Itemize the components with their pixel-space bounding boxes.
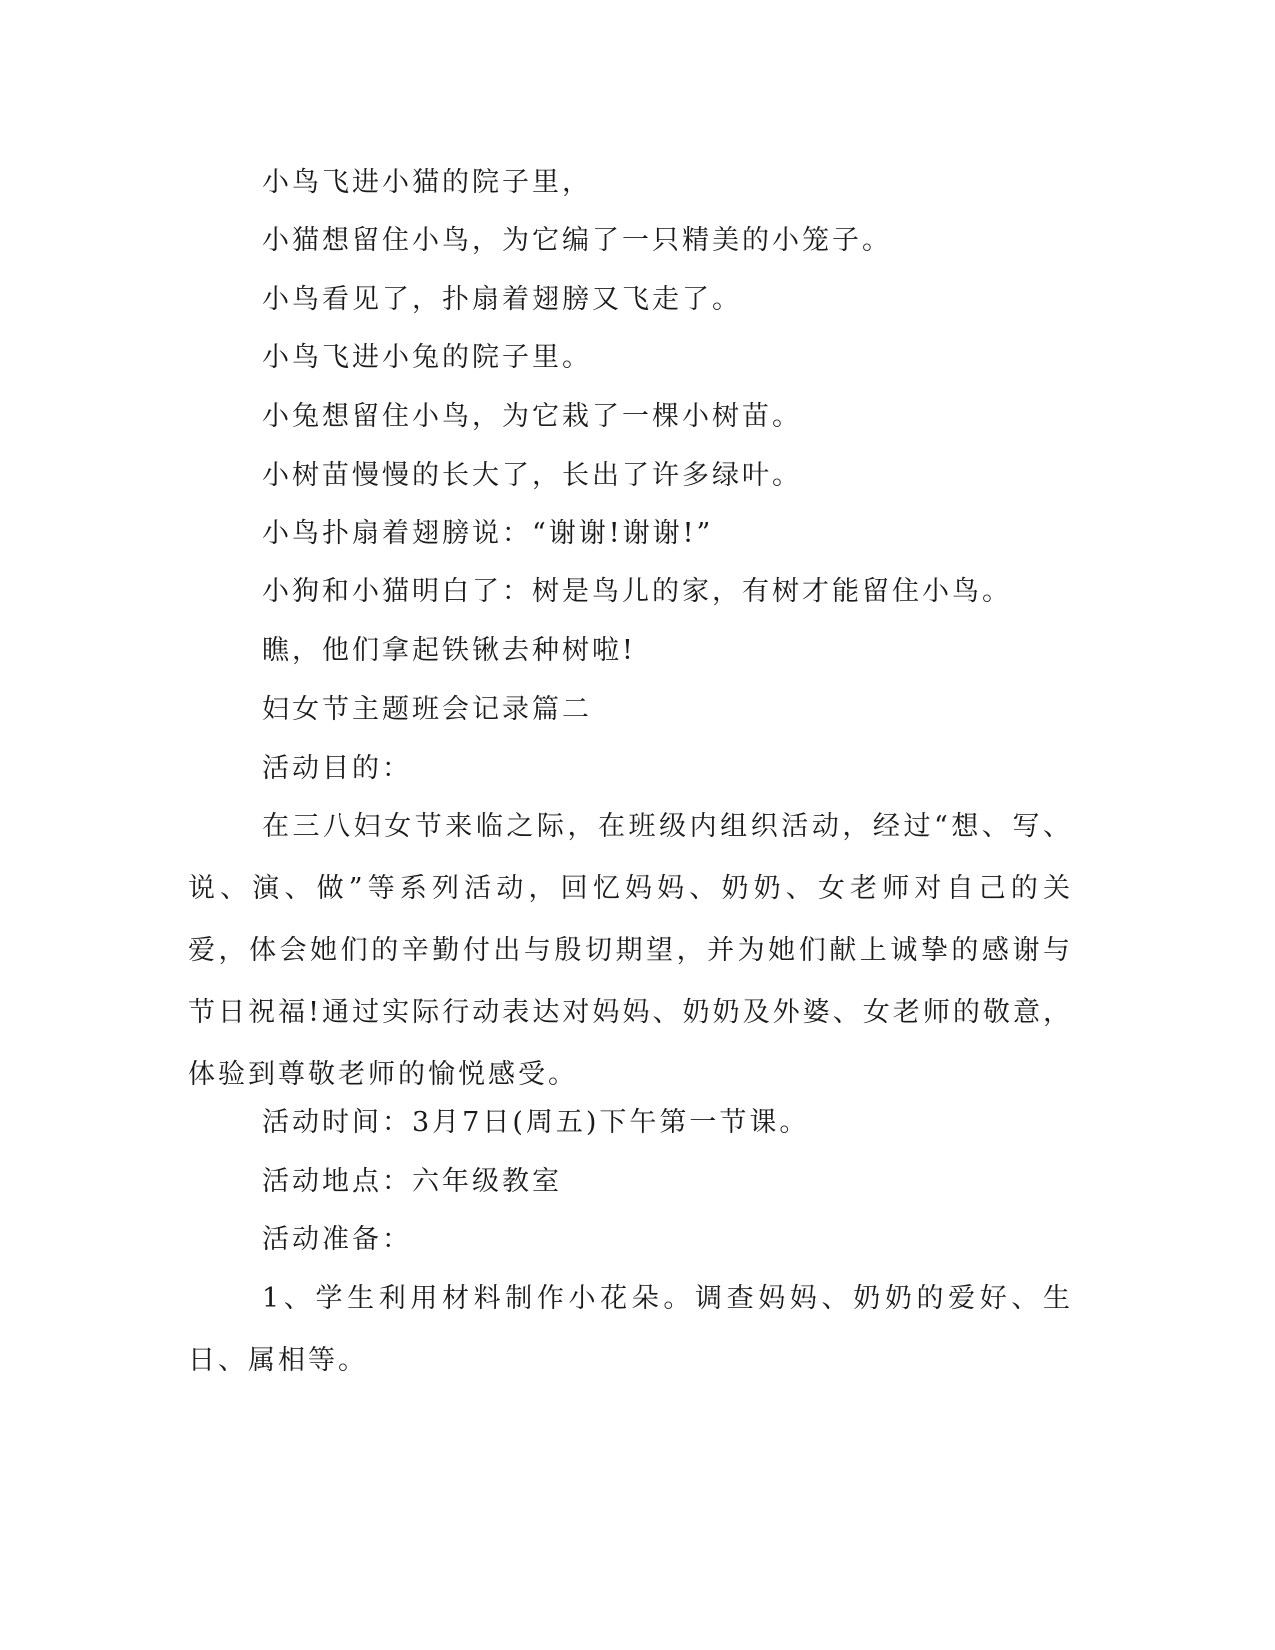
purpose-heading: 活动目的： [262,753,412,784]
preparation-heading: 活动准备： [262,1224,412,1255]
story-line-9: 瞧，他们拿起铁锹去种树啦! [262,635,636,666]
preparation-item-1: 1、学生利用材料制作小花朵。调查妈妈、奶奶的爱好、生日、属相等。 [188,1283,1073,1376]
activity-time: 活动时间：3月7日(周五)下午第一节课。 [262,1107,810,1138]
section-title: 妇女节主题班会记录篇二 [262,694,592,725]
activity-place: 活动地点：六年级教室 [262,1166,562,1197]
story-line-6: 小树苗慢慢的长大了，长出了许多绿叶。 [262,460,802,491]
story-line-5: 小兔想留住小鸟，为它栽了一棵小树苗。 [262,401,802,432]
story-line-1: 小鸟飞进小猫的院子里， [262,167,592,198]
purpose-paragraph: 在三八妇女节来临之际，在班级内组织活动，经过“想、写、说、演、做”等系列活动，回忆妈妈、奶奶、女老师对自己的关爱，体会她们的辛勤付出与殷切期望，并为她们献上诚挚的感谢与节日祝福!通过实际行动表达对妈妈、奶奶及外婆、女老师的敬意，体验到尊敬老师的愉悦感受。 [188,811,1073,1090]
story-line-7: 小鸟扑扇着翅膀说：“谢谢!谢谢!” [262,518,714,549]
story-line-4: 小鸟飞进小兔的院子里。 [262,342,592,373]
story-line-8: 小狗和小猫明白了：树是鸟儿的家，有树才能留住小鸟。 [262,576,1012,607]
story-line-2: 小猫想留住小鸟，为它编了一只精美的小笼子。 [262,225,892,256]
story-line-3: 小鸟看见了，扑扇着翅膀又飞走了。 [262,284,742,315]
